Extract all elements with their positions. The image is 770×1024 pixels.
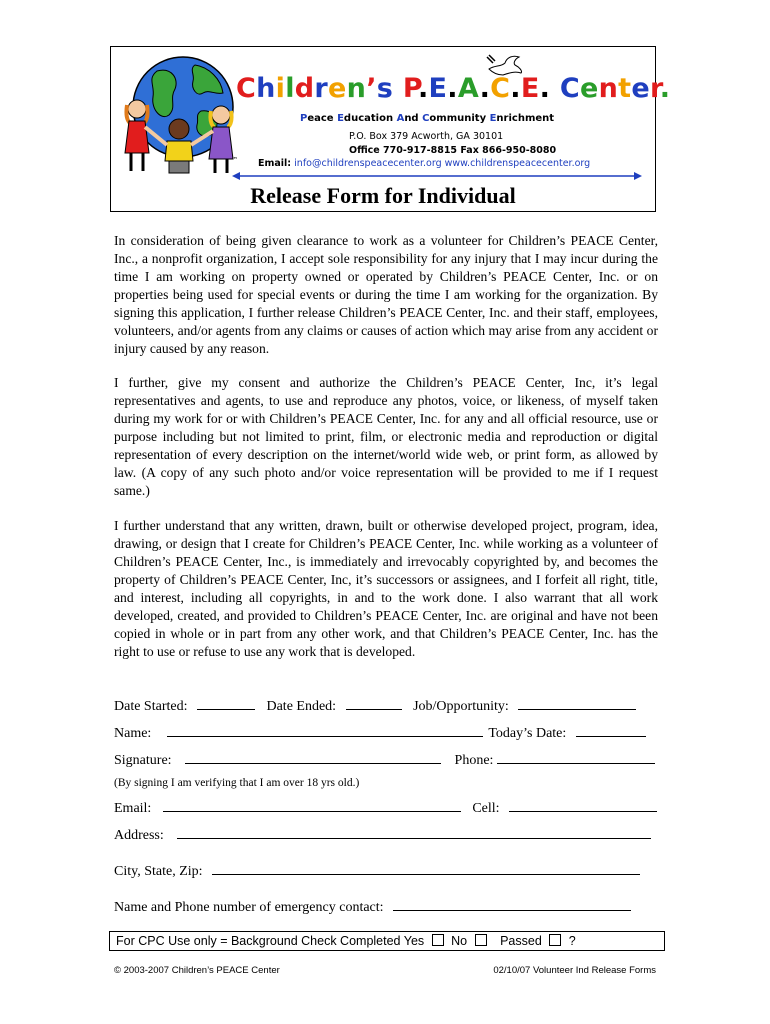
center-name-letter: C [559, 73, 580, 104]
tagline-initial: E [489, 113, 497, 124]
center-name-letter: ’ [366, 73, 377, 104]
center-name-letter: E [520, 73, 540, 104]
center-name-letter: l [285, 73, 295, 104]
address-row [114, 825, 658, 845]
email-row [114, 798, 658, 818]
center-name-letter: C [236, 73, 257, 104]
center-name-letter: . [447, 73, 458, 104]
email-label: Email: [258, 158, 292, 169]
center-name-letter: e [631, 73, 650, 104]
address-field[interactable] [177, 825, 651, 839]
center-name-letter: . [479, 73, 491, 104]
address-label: Address: [114, 828, 164, 843]
signature-label: Signature: [114, 753, 172, 768]
city-state-zip-label: City, State, Zip: [114, 864, 203, 879]
tagline-word: ommunity [429, 113, 490, 124]
center-name-letter: t [618, 73, 632, 104]
office-use-box [109, 931, 665, 951]
tagline-word: nd [404, 113, 423, 124]
center-name-letter: d [294, 73, 315, 104]
phone-field[interactable] [497, 750, 655, 764]
copyright-footer: © 2003-2007 Children’s PEACE Center [114, 965, 280, 976]
email-label: Email: [114, 801, 152, 816]
cell-field[interactable] [509, 798, 657, 812]
city-state-zip-field[interactable] [212, 861, 640, 875]
document-id-footer: 02/10/07 Volunteer Ind Release Forms [493, 965, 656, 976]
no-checkbox[interactable] [475, 934, 487, 946]
form-title: Release Form for Individual [250, 183, 516, 208]
letterhead-box [110, 46, 671, 212]
center-name-letter: h [256, 73, 276, 104]
name-label: Name: [114, 726, 152, 741]
children-globe-logo [117, 49, 245, 177]
todays-date-field[interactable] [576, 723, 646, 737]
signature-row [114, 750, 658, 770]
date-ended-label: Date Ended: [266, 699, 337, 714]
email-field[interactable] [163, 798, 461, 812]
tagline-word: eace [307, 113, 338, 124]
double-arrow-rule [232, 171, 642, 181]
yes-checkbox[interactable] [432, 934, 444, 946]
po-box-address: P.O. Box 379 Acworth, GA 30101 [349, 131, 504, 142]
emergency-contact-label: Name and Phone number of emergency contact: [114, 900, 384, 915]
center-name-letter: . [659, 73, 671, 104]
date-started-field[interactable] [197, 696, 255, 710]
center-name-letter: n [598, 73, 619, 104]
center-name-letter: e [328, 73, 347, 104]
center-name [236, 73, 671, 104]
tagline-word: ducation [343, 113, 397, 124]
cell-label: Cell: [472, 801, 500, 816]
center-name-letter: A [457, 73, 480, 104]
tagline [300, 113, 554, 124]
signature-field[interactable] [185, 750, 441, 764]
tagline-initial: P [300, 113, 308, 124]
center-name-letter: s [376, 73, 394, 104]
tagline-initial: A [396, 113, 405, 124]
job-opportunity-label: Job/Opportunity: [413, 699, 509, 714]
name-field[interactable] [167, 723, 483, 737]
emergency-contact-row [114, 897, 658, 917]
tagline-initial: C [422, 113, 430, 124]
copyright-paragraph: I further understand that any written, drawn, built or otherwise developed project, program, idea, drawing, or design that I create for Children’s PEACE Center, Inc. while working as a volunteer of Children’s PEACE Center, Inc., is immediately and irrevocably copyrighted by, and becomes the property of Children’s PEACE Center, Inc, it’s successors or assignees, and I forfeit all right, title, and interest, including all copyrights, in and to the work done. I also warrant that all work developed, created, and provided to Children’s PEACE Center, Inc. are original and have not been copied in whole or in part from any other work, and that Children’s PEACE Center, Inc. has the right to use or refuse to use any work that is developed. [114, 518, 658, 659]
center-name-letter: n [346, 73, 367, 104]
center-name-letter [393, 73, 403, 104]
release-paragraph: In consideration of being given clearance to work as a volunteer for Children’s PEACE Center, Inc., a nonprofit organization, I accept sole responsibility for any injury that I may incur during the time I am working on property owned or operated by Children’s PEACE Center, Inc. or on properties being used for special events or during the time I am working for the organization. By signing this application, I further release Children’s PEACE Center, Inc. and their staff, employees, volunteers, and/or agents from any claims or causes of action which may arise from any accident or injury caused by any reason. [114, 233, 658, 356]
email-website-line [258, 158, 590, 169]
consent-paragraph: I further, give my consent and authorize the Children’s PEACE Center, Inc, it’s legal representatives and agents, to use and reproduce any photos, voice, or likeness, of myself taken during my work for or with Children’s PEACE Center, Inc. for any and all official resource, use or purpose including but not limited to print, film, or electronic media and reproduction or digital representation of every description on the internet/world wide web, or print form, as allowed by law. (A copy of any such photo and/or voice representation will be provided to me if I request same.) [114, 375, 658, 498]
email-website-links[interactable]: info@childrenspeacecenter.org www.childrenspeacecenter.org [294, 158, 591, 169]
center-name-letter: r [314, 73, 329, 104]
tagline-word: nrichment [496, 113, 555, 124]
age-verification-note: (By signing I am verifying that I am over 18 yrs old.) [114, 777, 360, 789]
phone-label: Phone: [454, 753, 494, 768]
todays-date-label: Today’s Date: [488, 726, 567, 741]
emergency-contact-field[interactable] [393, 897, 631, 911]
tagline-initial: E [337, 113, 344, 124]
center-name-letter: . [417, 73, 429, 104]
city-state-zip-row [114, 861, 658, 881]
passed-label: Passed [500, 934, 542, 948]
center-name-letter: r [649, 73, 660, 104]
center-name-letter: C [490, 73, 511, 104]
office-fax-numbers: Office 770-917-8815 Fax 866-950-8080 [349, 145, 557, 156]
date-ended-field[interactable] [346, 696, 402, 710]
center-name-letter: i [275, 73, 286, 104]
center-name-letter: . [539, 73, 551, 104]
cpc-use-label: For CPC Use only = Background Check Completed Yes [116, 934, 425, 948]
job-opportunity-field[interactable] [518, 696, 636, 710]
center-name-letter: e [579, 73, 599, 104]
passed-checkbox[interactable] [549, 934, 561, 946]
question-mark: ? [568, 934, 576, 948]
center-name-letter: . [510, 73, 521, 104]
name-row [114, 723, 658, 743]
center-name-letter: E [428, 73, 448, 104]
dates-row [114, 696, 658, 716]
center-name-letter: P [402, 73, 418, 104]
no-label: No [451, 934, 468, 948]
trademark-symbol: ™ [231, 156, 238, 164]
center-name-letter [550, 73, 560, 104]
date-started-label: Date Started: [114, 699, 188, 714]
